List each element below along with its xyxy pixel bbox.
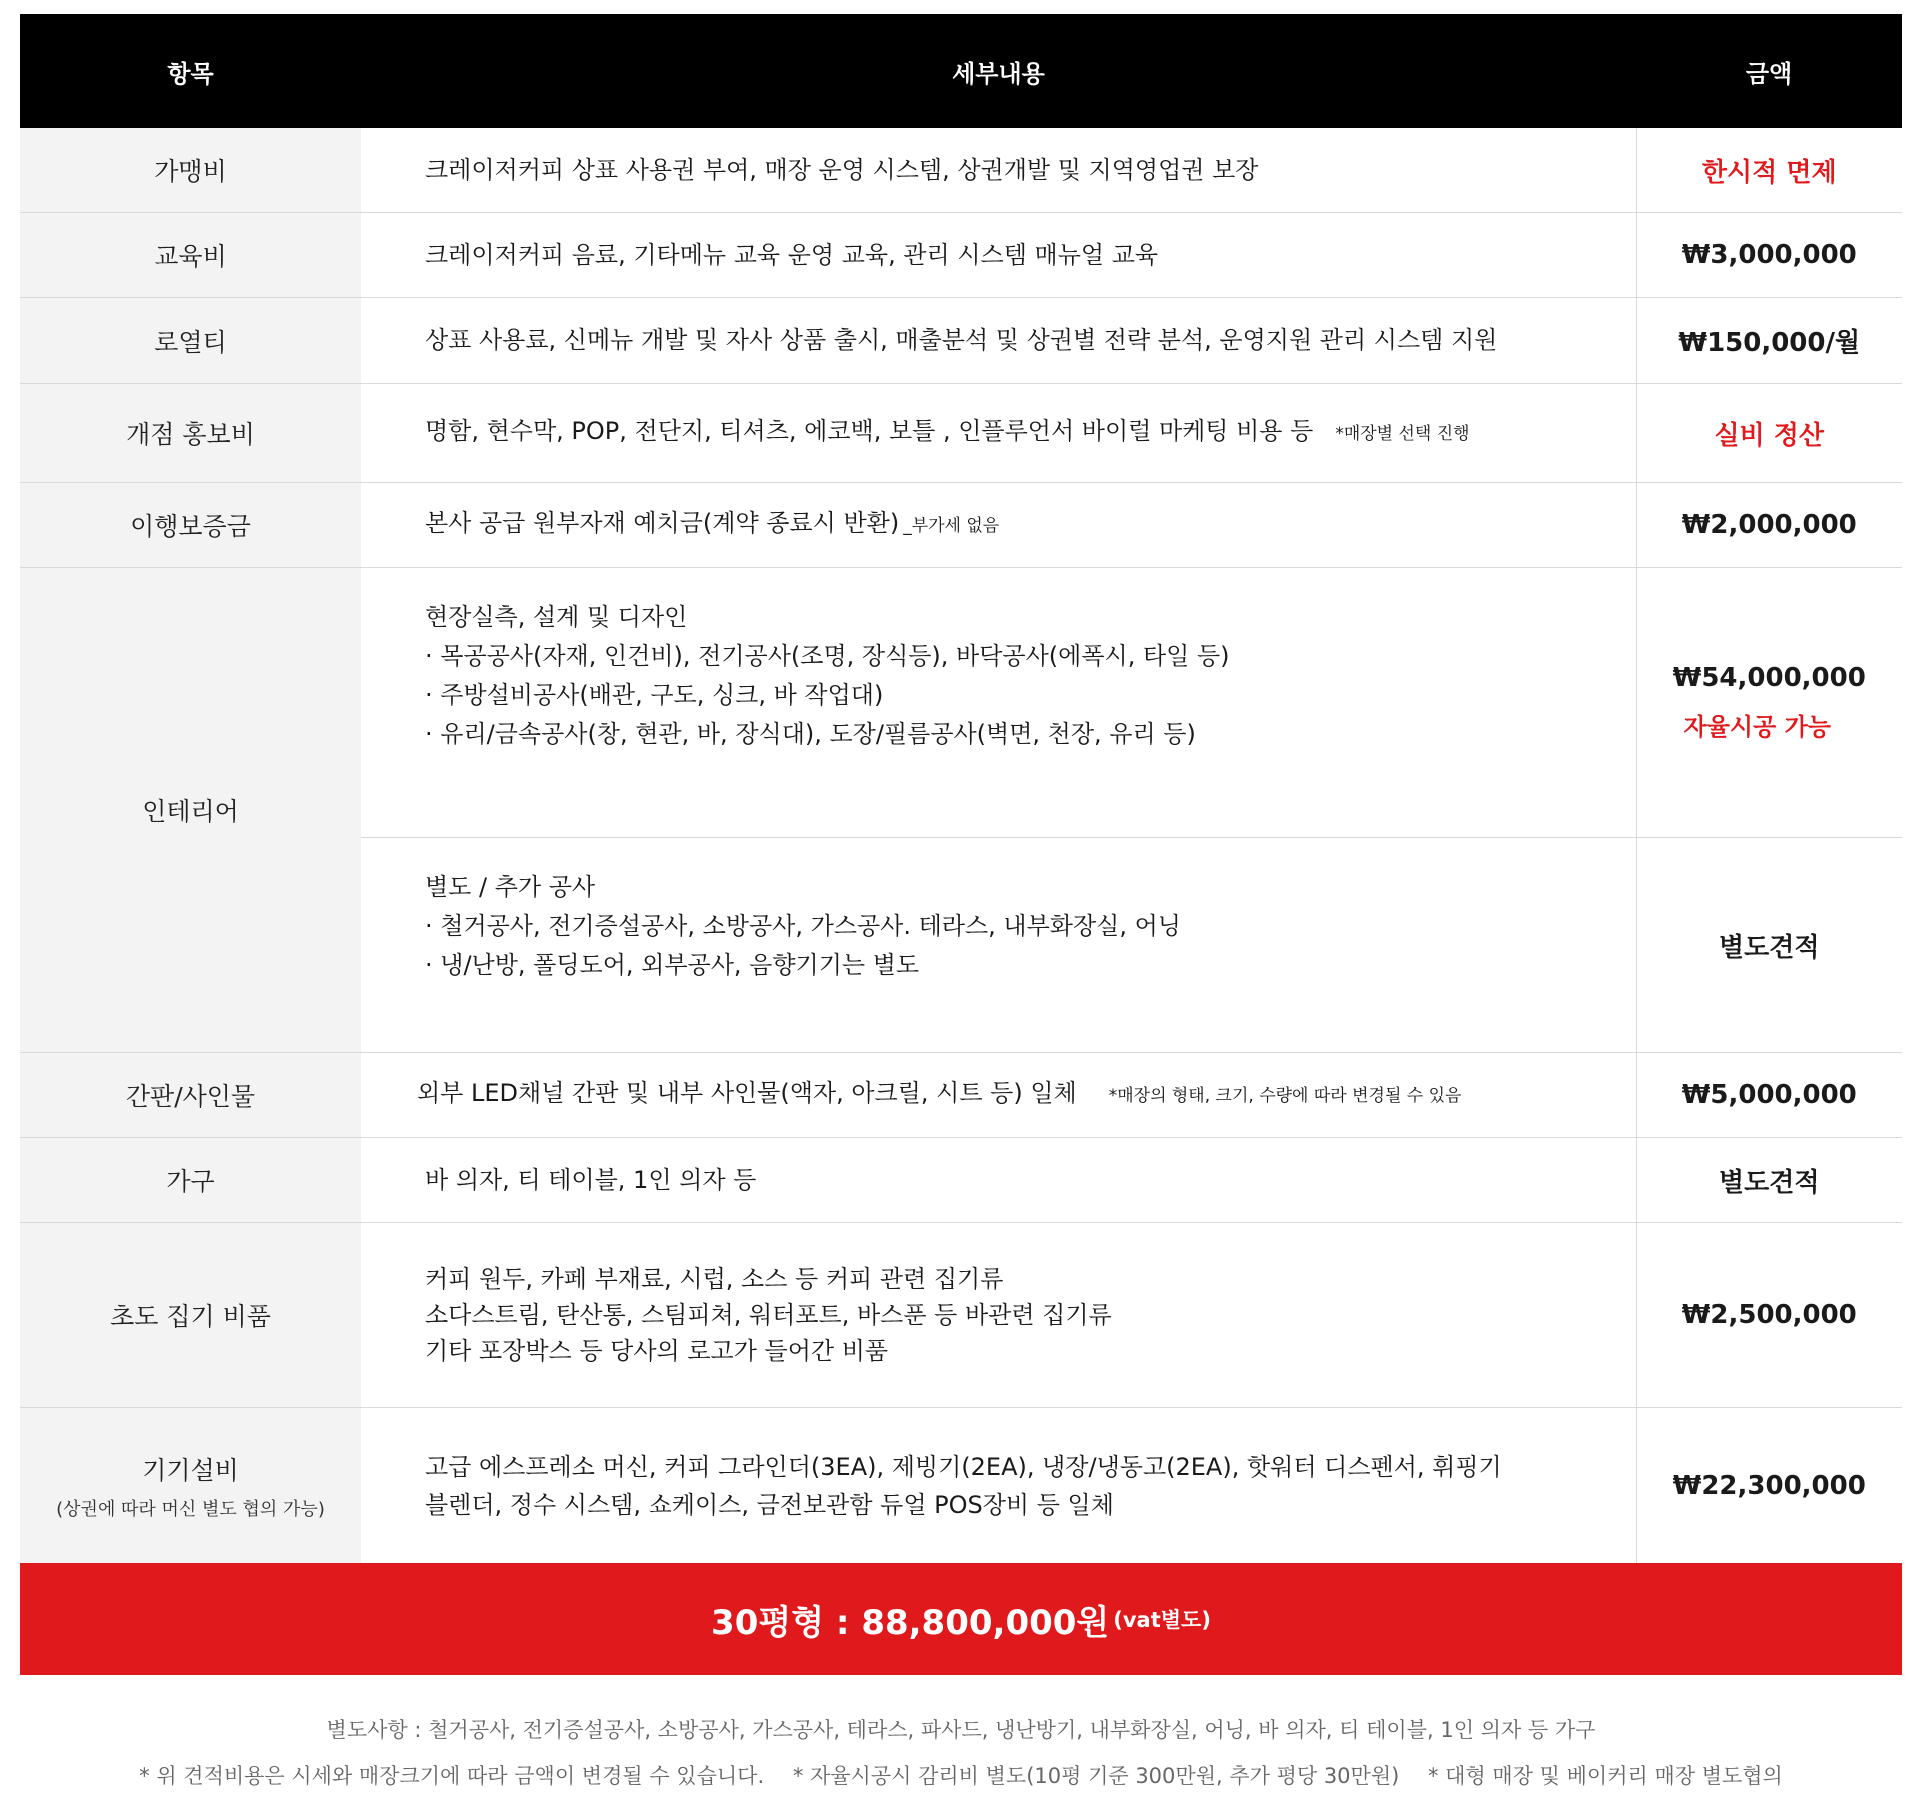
detail-line: · 주방설비공사(배관, 구도, 싱크, 바 작업대): [425, 681, 884, 709]
row-item: 인테리어: [20, 568, 361, 1053]
row-item: 간판/사인물: [20, 1053, 361, 1138]
header-item: 항목: [20, 14, 361, 128]
row-detail: [361, 1053, 1636, 1138]
footnote-large-store: * 대형 매장 및 베이커리 매장 별도협의: [1428, 1764, 1783, 1788]
footnote-price: * 위 견적비용은 시세와 매장크기에 따라 금액이 변경될 수 있습니다.: [139, 1764, 765, 1788]
row-amount: 별도견적: [1636, 838, 1902, 1053]
row-amount: ₩22,300,000: [1636, 1408, 1902, 1564]
row-item: 교육비: [20, 213, 361, 298]
row-amount: ₩5,000,000: [1636, 1053, 1902, 1138]
detail-line: · 목공공사(자재, 인건비), 전기공사(조명, 장식등), 바닥공사(에폭시, 타일 등): [425, 642, 1230, 670]
detail-line: 고급 에스프레소 머신, 커피 그라인더(3EA), 제빙기(2EA), 냉장/냉동고(2EA), 핫워터 디스펜서, 휘핑기: [425, 1452, 1502, 1481]
table-row: [20, 1408, 1902, 1564]
table-row: [20, 1223, 1902, 1408]
detail-line: 소다스트림, 탄산통, 스팀피쳐, 워터포트, 바스푼 등 바관련 집기류: [425, 1301, 1112, 1329]
row-detail: [361, 838, 1636, 1053]
row-amount: ₩2,500,000: [1636, 1223, 1902, 1408]
footnote-extra: 별도사항 : 철거공사, 전기증설공사, 소방공사, 가스공사, 테라스, 파사드, 냉난방기, 내부화장실, 어닝, 바 의자, 티 테이블, 1인 의자 등 가구: [326, 1718, 1596, 1742]
total-label: 30평형 : 88,800,000원: [711, 1602, 1110, 1643]
table-row: [20, 213, 1902, 298]
item-label: 기기설비: [142, 1455, 239, 1485]
detail-line: · 유리/금속공사(창, 현관, 바, 장식대), 도장/필름공사(벽면, 천장, 유리 등): [425, 720, 1196, 748]
table-row: [20, 568, 1902, 838]
amount-value: ₩54,000,000: [1672, 663, 1866, 693]
footnote-line: [20, 1753, 1902, 1799]
row-amount: [1636, 568, 1902, 838]
row-item: 초도 집기 비품: [20, 1223, 361, 1408]
item-sub: (상권에 따라 머신 별도 협의 가능): [56, 1498, 325, 1520]
table-row: [20, 384, 1902, 483]
total-banner: [20, 1563, 1902, 1675]
table-header: [20, 14, 1902, 128]
header-amount: 금액: [1636, 14, 1902, 128]
detail-line: 현장실측, 설계 및 디자인: [425, 603, 688, 631]
row-item: 가구: [20, 1138, 361, 1223]
detail-text: 외부 LED채널 간판 및 내부 사인물(액자, 아크릴, 시트 등) 일체: [417, 1079, 1077, 1107]
footnotes: [20, 1707, 1902, 1799]
cost-estimate: [20, 14, 1902, 1799]
row-amount: ₩2,000,000: [1636, 483, 1902, 568]
row-detail: [361, 1223, 1636, 1408]
footnote-supervision: * 자율시공시 감리비 별도(10평 기준 300만원, 추가 평당 30만원): [792, 1764, 1400, 1788]
table-row: [20, 298, 1902, 384]
row-detail: [361, 384, 1636, 483]
row-item: 개점 홍보비: [20, 384, 361, 483]
row-amount: 실비 정산: [1636, 384, 1902, 483]
detail-text: 명함, 현수막, POP, 전단지, 티셔츠, 에코백, 보틀 , 인플루언서 바이럴 마케팅 비용 등: [425, 417, 1314, 445]
detail-note: *매장별 선택 진행: [1335, 424, 1470, 444]
cost-table: [20, 14, 1902, 1563]
row-detail: 크레이저커피 음료, 기타메뉴 교육 운영 교육, 관리 시스템 매뉴얼 교육: [361, 213, 1636, 298]
row-amount: ₩150,000/월: [1636, 298, 1902, 384]
detail-line: 기타 포장박스 등 당사의 로고가 들어간 비품: [425, 1337, 889, 1365]
amount-sub: 자율시공 가능: [1683, 713, 1831, 741]
detail-line: 커피 원두, 카페 부재료, 시럽, 소스 등 커피 관련 집기류: [425, 1265, 1004, 1293]
row-item: [20, 1408, 361, 1564]
detail-line: · 냉/난방, 폴딩도어, 외부공사, 음향기기는 별도: [425, 951, 920, 979]
row-amount: 별도견적: [1636, 1138, 1902, 1223]
header-detail: 세부내용: [361, 14, 1636, 128]
row-detail: 상표 사용료, 신메뉴 개발 및 자사 상품 출시, 매출분석 및 상권별 전략 분석, 운영지원 관리 시스템 지원: [361, 298, 1636, 384]
detail-line: 별도 / 추가 공사: [425, 873, 596, 901]
row-detail: 크레이저커피 상표 사용권 부여, 매장 운영 시스템, 상권개발 및 지역영업권 보장: [361, 128, 1636, 213]
row-amount: 한시적 면제: [1636, 128, 1902, 213]
detail-line: · 철거공사, 전기증설공사, 소방공사, 가스공사. 테라스, 내부화장실, 어닝: [425, 912, 1181, 940]
detail-text: 본사 공급 원부자재 예치금(계약 종료시 반환): [425, 509, 900, 537]
row-detail: 바 의자, 티 테이블, 1인 의자 등: [361, 1138, 1636, 1223]
table-row: [20, 1053, 1902, 1138]
detail-line: 블렌더, 정수 시스템, 쇼케이스, 금전보관함 듀얼 POS장비 등 일체: [425, 1490, 1114, 1519]
table-row: [20, 1138, 1902, 1223]
row-detail: [361, 483, 1636, 568]
total-vat: (vat별도): [1113, 1608, 1211, 1632]
row-detail: [361, 1408, 1636, 1564]
row-item: 이행보증금: [20, 483, 361, 568]
detail-note: _부가세 없음: [903, 516, 1000, 536]
table-row: [20, 128, 1902, 213]
table-row: [20, 483, 1902, 568]
detail-note: *매장의 형태, 크기, 수량에 따라 변경될 수 있음: [1108, 1086, 1462, 1106]
row-item: 가맹비: [20, 128, 361, 213]
row-item: 로열티: [20, 298, 361, 384]
row-amount: ₩3,000,000: [1636, 213, 1902, 298]
row-detail: [361, 568, 1636, 838]
